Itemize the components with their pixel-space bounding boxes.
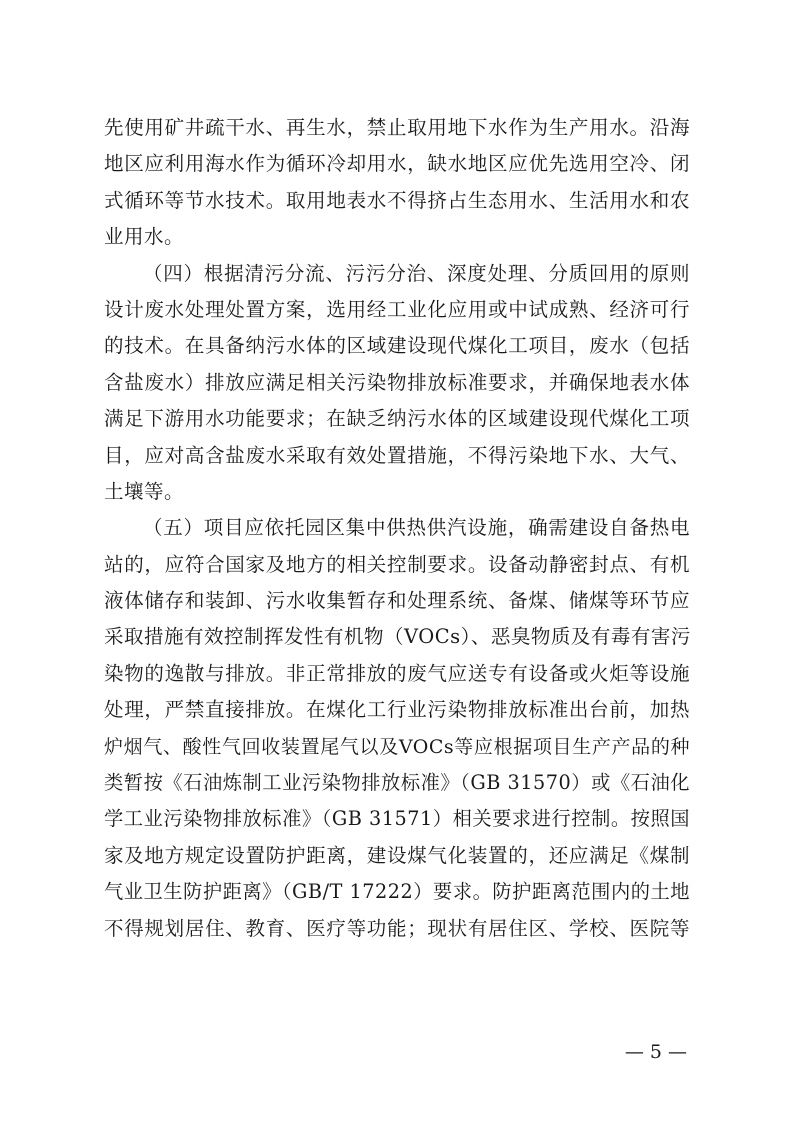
text-line: 目，应对高含盐废水采取有效处置措施，不得污染地下水、大气、 <box>104 443 690 467</box>
text-line: 设计废水处理处置方案，选用经工业化应用或中试成熟、经济可行 <box>104 297 690 321</box>
text-line: 式循环等节水技术。取用地表水不得挤占生态用水、生活用水和农 <box>104 188 690 212</box>
text-line: 染物的逸散与排放。非正常排放的废气应送专有设备或火炬等设施 <box>104 661 690 685</box>
text-line: 业用水。 <box>104 225 185 249</box>
text-line: 液体储存和装卸、污水收集暂存和处理系统、备煤、储煤等环节应 <box>104 589 690 613</box>
text-line: 气业卫生防护距离》（GB/T 17222）要求。防护距离范围内的土地 <box>104 880 690 904</box>
text-line: 不得规划居住、教育、医疗等功能；现状有居住区、学校、医院等 <box>104 916 690 940</box>
text-line: 采取措施有效控制挥发性有机物（VOCs）、恶臭物质及有毒有害污 <box>104 625 691 649</box>
text-line: 先使用矿井疏干水、再生水，禁止取用地下水作为生产用水。沿海 <box>104 116 690 139</box>
text-line: 的技术。在具备纳污水体的区域建设现代煤化工项目，废水（包括 <box>104 334 690 358</box>
paragraph-4-line: （四）根据清污分流、污污分治、深度处理、分质回用的原则 <box>143 261 690 285</box>
text-line: 炉烟气、酸性气回收装置尾气以及VOCs等应根据项目生产产品的种 <box>104 735 690 758</box>
text-line: 地区应利用海水作为循环冷却用水，缺水地区应优先选用空冷、闭 <box>104 152 690 176</box>
text-line: 含盐废水）排放应满足相关污染物排放标准要求，并确保地表水体 <box>104 370 690 394</box>
text-line: 家及地方规定设置防护距离，建设煤气化装置的，还应满足《煤制 <box>104 843 690 867</box>
text-line: 类暂按《石油炼制工业污染物排放标准》（GB 31570）或《石油化 <box>104 771 690 795</box>
body-text <box>104 110 690 947</box>
text-line: 满足下游用水功能要求；在缺乏纳污水体的区域建设现代煤化工项 <box>104 407 690 431</box>
text-line: 学工业污染物排放标准》（GB 31571）相关要求进行控制。按照国 <box>104 807 690 831</box>
paragraph-5-line: （五）项目应依托园区集中供热供汽设施，确需建设自备热电 <box>143 516 690 540</box>
text-line: 处理，严禁直接排放。在煤化工行业污染物排放标准出台前，加热 <box>104 698 690 722</box>
text-line: 土壤等。 <box>104 479 185 503</box>
page-number: — 5 — <box>624 1041 687 1063</box>
text-line: 站的，应符合国家及地方的相关控制要求。设备动静密封点、有机 <box>104 552 690 576</box>
